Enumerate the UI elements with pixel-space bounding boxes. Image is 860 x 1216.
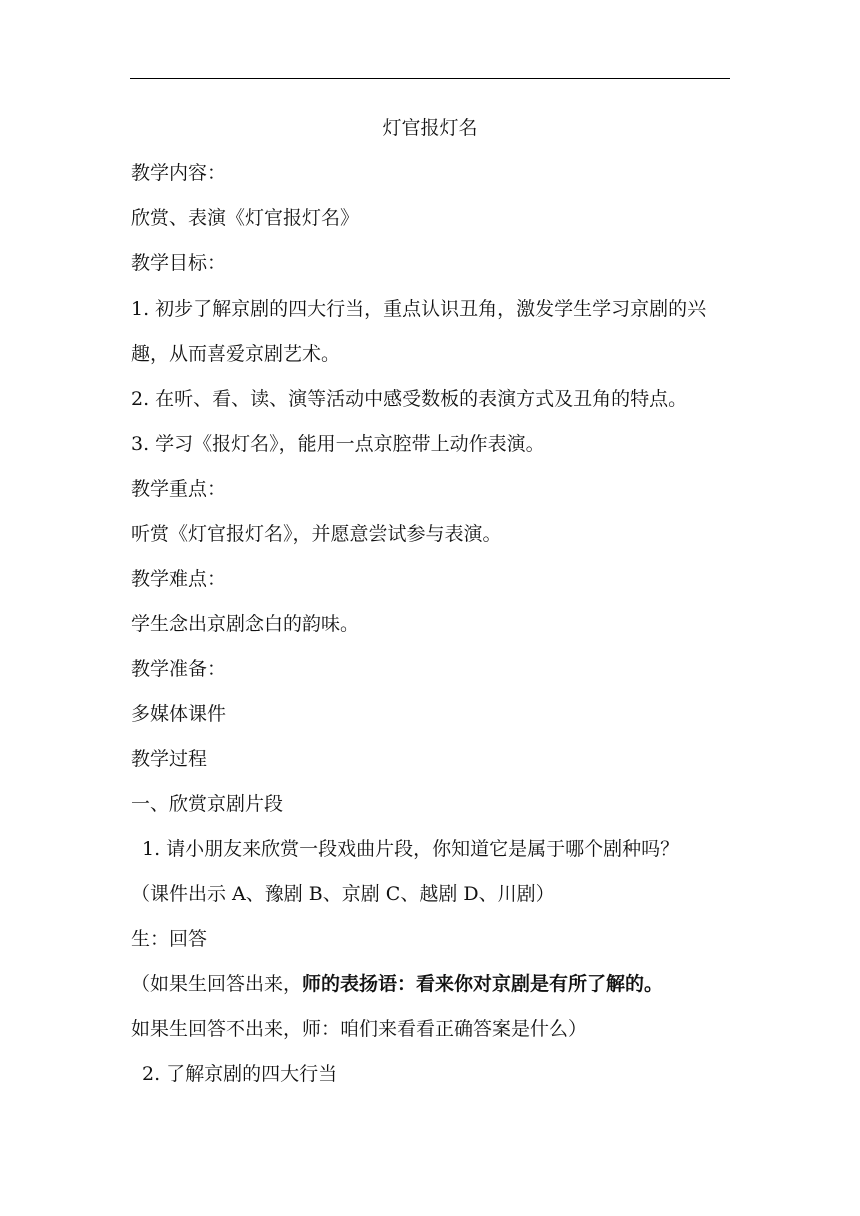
paragraph: 如果生回答不出来，师：咱们来看看正确答案是什么） [131,1018,588,1040]
heading-teaching-goals: 教学目标： [131,252,227,274]
goal-item-1-continued: 趣，从而喜爱京剧艺术。 [131,343,341,365]
goal-item-2: 2. 在听、看、读、演等活动中感受数板的表演方式及丑角的特点。 [131,388,688,410]
paragraph: （课件出示 A、豫剧 B、京剧 C、越剧 D、川剧） [131,883,555,905]
section-heading: 一、欣赏京剧片段 [131,793,284,815]
paragraph: 多媒体课件 [131,703,227,725]
paragraph [131,972,731,996]
paragraph: 学生念出京剧念白的韵味。 [131,613,360,635]
paragraph-text: （如果生回答出来， [131,973,303,995]
paragraph: 欣赏、表演《灯官报灯名》 [131,207,360,229]
document-title: 灯官报灯名 [382,117,478,139]
heading-process: 教学过程 [131,748,208,770]
heading-difficulties: 教学难点： [131,568,227,590]
paragraph: 生：回答 [131,928,208,950]
paragraph: 听赏《灯官报灯名》，并愿意尝试参与表演。 [131,523,502,545]
heading-preparation: 教学准备： [131,658,227,680]
header-rule [130,78,730,79]
goal-item-3: 3. 学习《报灯名》，能用一点京腔带上动作表演。 [131,433,545,455]
step-item-2: 2. 了解京剧的四大行当 [142,1063,338,1085]
goal-item-1: 1. 初步了解京剧的四大行当，重点认识丑角，激发学生学习京剧的兴 [131,298,707,320]
heading-teaching-content: 教学内容： [131,162,227,184]
heading-key-points: 教学重点： [131,478,227,500]
praise-text: 师的表扬语：看来你对京剧是有所了解的。 [302,973,664,995]
step-item-1: 1. 请小朋友来欣赏一段戏曲片段，你知道它是属于哪个剧种吗？ [142,838,680,860]
